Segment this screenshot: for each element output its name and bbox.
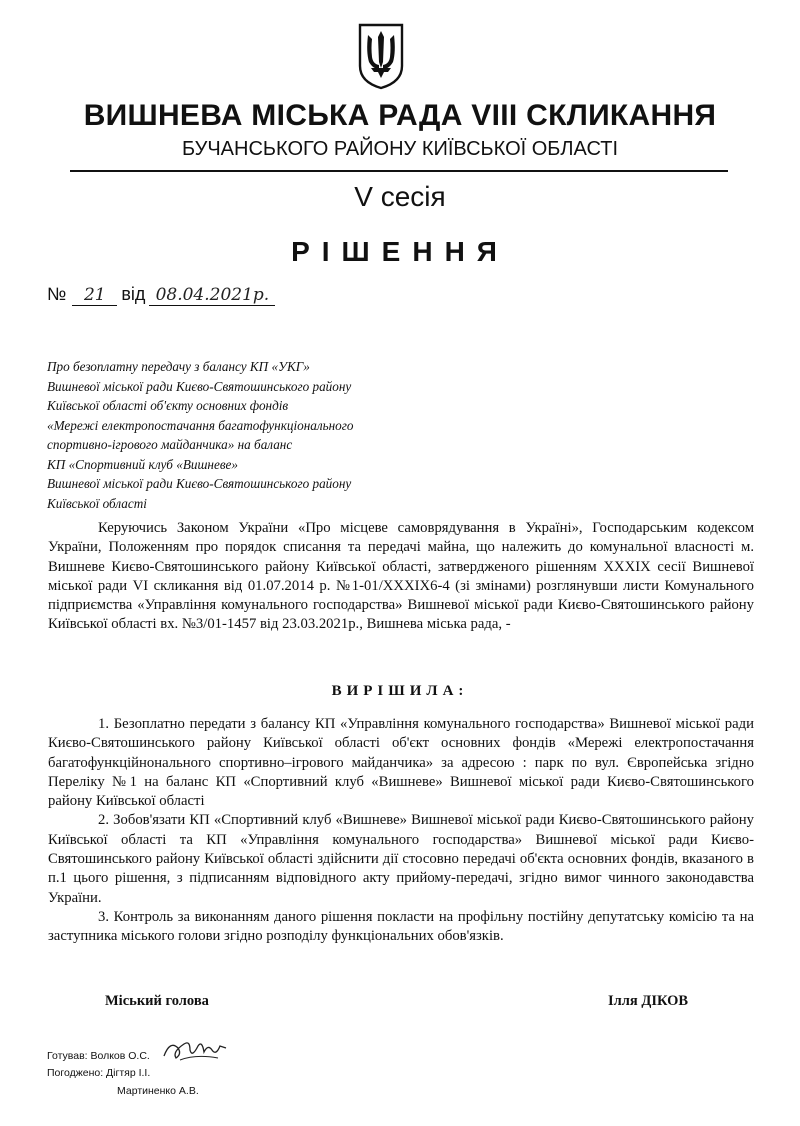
session-title: V сесія <box>354 181 446 212</box>
council-name: ВИШНЕВА МІСЬКА РАДА VIII СКЛИКАННЯ <box>83 99 717 132</box>
resolution-item: 1. Безоплатно передати з балансу КП «Управління комунального господарства» Вишневої міської ради Києво-Святошинського району Київської області об'єкт основних фондів «Мережі електропостачання багатофункційнонального спортивно–ігрового майданчика» за адресою : парк по вул. Європейська згідно Переліку №1 на баланс КП «Спортивний клуб «Вишневе» Вишневої міської ради Києво-Святошинського району Київської області <box>48 716 754 810</box>
trident-coat-of-arms-icon <box>357 22 405 90</box>
header-divider <box>70 170 728 172</box>
decision-number-line <box>47 284 275 306</box>
subject-line: Вишневої міської ради Києво-Святошинського району <box>47 378 352 394</box>
subject-line: спортивно-ігрового майданчика» на баланс <box>47 437 293 452</box>
subject-line: Вишневої міської ради Києво-Святошинського району <box>47 476 352 491</box>
agreed-by: Погоджено: Дігтяр І.І. <box>47 1067 151 1079</box>
signatory-role: Міський голова <box>105 993 209 1009</box>
subject-line: Київської області <box>47 495 147 511</box>
subject-line: КП «Спортивний клуб «Вишневе» <box>47 456 238 472</box>
handwritten-signature <box>160 1034 230 1064</box>
preamble-paragraph: Керуючись Законом України «Про місцеве самоврядування в Україні», Господарським кодексом України, Положенням про порядок списання та передачі майна, що належить до комунальної власності м. Вишневе Києво-Святошинського району Київської області, затвердженого рішенням XXXIX сесії Вишневої міської ради VI скликання від 01.07.2014 р. №1-01/XXXIX6-4 (зі змінами) розглянувши листи Комунального підприємства «Управління комунального господарства» Вишневої міської ради Києво-Святошинського району Київської області вх. №3/01-1457 від 23.03.2021р., Вишнева міська рада, - <box>48 520 754 633</box>
date-prefix: від <box>121 284 146 304</box>
subject-line: Київської області об'єкту основних фондів <box>47 398 289 413</box>
subject-line: «Мережі електропостачання багатофункціонального <box>47 417 354 433</box>
council-district: БУЧАНСЬКОГО РАЙОНУ КИЇВСЬКОЇ ОБЛАСТІ <box>181 138 618 160</box>
decision-subject <box>47 357 407 513</box>
signatory-name: Ілля ДІКОВ <box>608 993 689 1009</box>
resolution-items <box>48 715 754 947</box>
prepared-by: Готував: Волков О.С. <box>47 1050 150 1062</box>
decision-number: 21 <box>72 285 117 306</box>
number-prefix: № <box>47 284 67 304</box>
document-type: РІШЕННЯ <box>291 236 509 267</box>
resolved-heading: ВИРІШИЛА: <box>331 683 469 699</box>
agreed-by-second: Мартиненко А.В. <box>117 1085 199 1097</box>
subject-line: Про безоплатну передачу з балансу КП «УКГ» <box>47 359 310 374</box>
resolution-item: 2. Зобов'язати КП «Спортивний клуб «Вишневе» Вишневої міської ради Києво-Святошинського району Київської області та КП «Управління комунального господарства» Вишневої міської ради Києво-Святошинського району Київської області здійснити дії стосовно передачі об'єкта основних фондів, вказаного в п.1 цього рішення, з підписанням відповідного акту прийому-передачі, згідно вимог чинного законодавства України. <box>48 812 754 906</box>
resolution-item: 3. Контроль за виконанням даного рішення покласти на профільну постійну депутатську комісію та на заступника міського голови згідно розподілу функціональних обов'язків. <box>48 908 754 945</box>
decision-date: 08.04.2021р. <box>149 285 275 306</box>
